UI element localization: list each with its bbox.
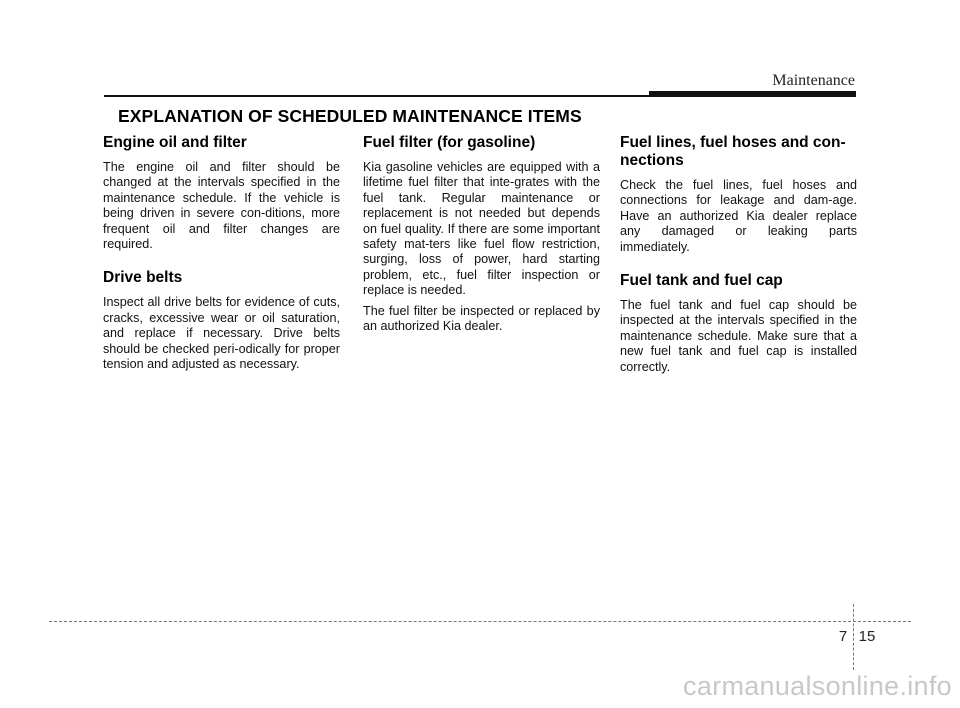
heading-fuel-lines: Fuel lines, fuel hoses and con-nections [620,134,846,169]
paragraph-engine-oil: The engine oil and filter should be changed at the intervals specified in the maintenance schedule. If the vehicle is being driven in severe con-ditions, more frequent oil and filter changes are required. [103,160,340,252]
chapter-number: 7 [838,627,848,645]
footer-dashed-line [49,621,911,622]
page-number-value: 15 [858,627,876,645]
heading-engine-oil: Engine oil and filter [103,134,247,151]
header-rule-thick [649,91,856,97]
watermark: carmanualsonline.info [683,671,952,701]
column-1 [103,134,340,377]
header-rule-thin [104,95,649,97]
heading-fuel-tank: Fuel tank and fuel cap [620,272,783,290]
paragraph-fuel-filter-dealer: The fuel filter be inspected or replaced by an authorized Kia dealer. [363,303,600,334]
section-title: EXPLANATION OF SCHEDULED MAINTENANCE ITEMS [118,106,582,126]
column-3 [620,134,857,380]
paragraph-fuel-filter: Kia gasoline vehicles are equipped with a lifetime fuel filter that inte-grates with the fuel tank. Regular maintenance or replacement is not needed but depends on fuel quality. If there are some important safety mat-ters like fuel flow restriction, surging, loss of power, hard starting problem, etc., fuel filter inspection or replace is needed. [363,160,600,298]
heading-drive-belts: Drive belts [103,269,183,287]
paragraph-fuel-lines: Check the fuel lines, fuel hoses and connections for leakage and dam-age. Have an authorized Kia dealer replace any damaged or leaking parts immediately. [620,178,857,254]
heading-fuel-filter: Fuel filter (for gasoline) [363,134,536,151]
paragraph-fuel-tank: The fuel tank and fuel cap should be inspected at the intervals specified in the maintenance schedule. Make sure that a new fuel tank and fuel cap is installed correctly. [620,298,857,374]
column-2 [363,134,600,339]
paragraph-drive-belts: Inspect all drive belts for evidence of cuts, cracks, excessive wear or oil saturation, and replace if necessary. Drive belts should be checked peri-odically for proper tension and adjusted as necessary. [103,295,340,372]
running-header-title: Maintenance [772,72,855,89]
page-number [834,625,880,647]
